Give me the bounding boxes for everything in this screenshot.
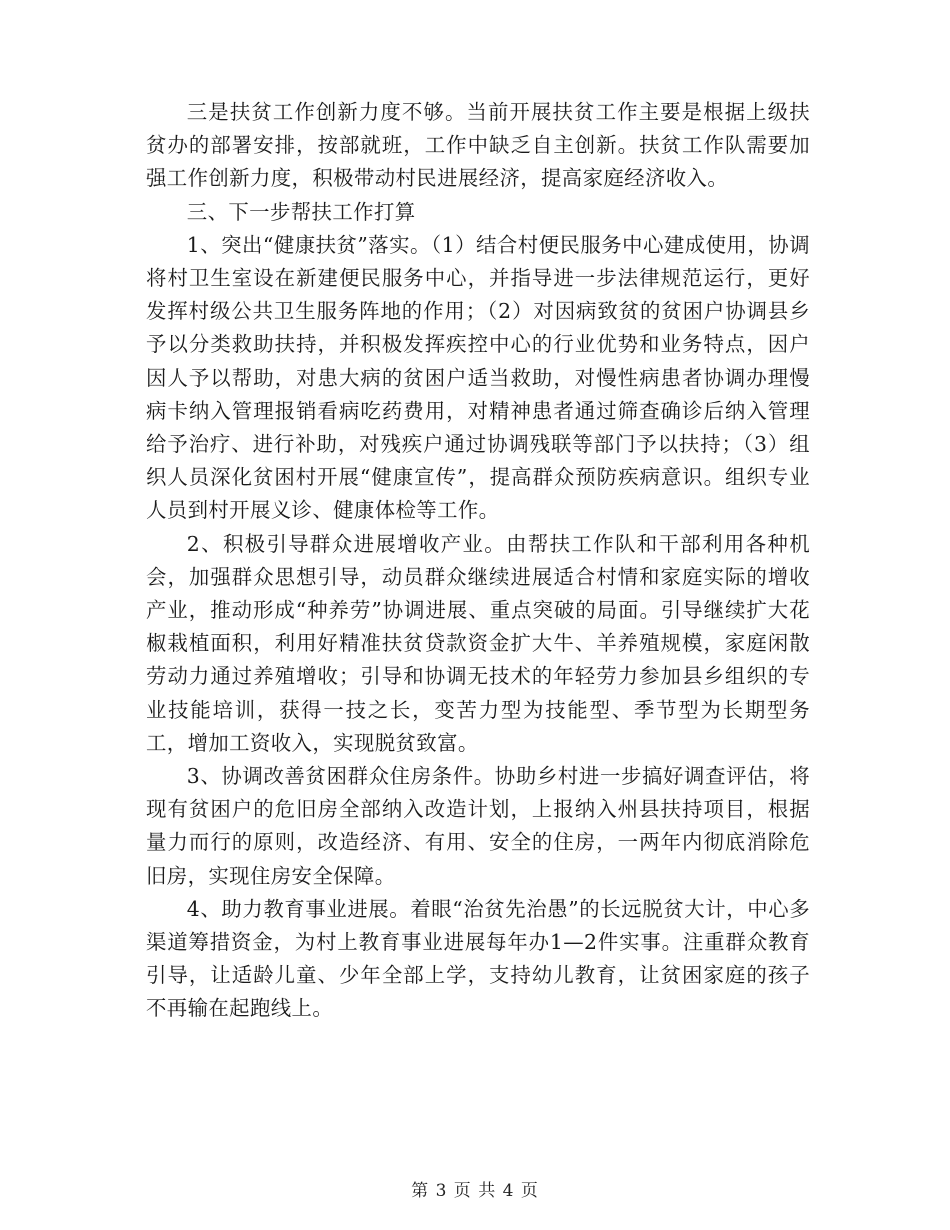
page-number-label: 第 3 页 共 4 页: [411, 1181, 539, 1201]
paragraph-housing: 3、协调改善贫困群众住房条件。协助乡村进一步搞好调查评估，将现有贫困户的危旧房全部纳入改造计划，上报纳入州县扶持项目，根据量力而行的原则，改造经济、有用、安全的住房，一两年内彻底消除危旧房，实现住房安全保障。: [146, 764, 810, 888]
page-footer: [0, 1176, 950, 1201]
paragraph-income-industry: 2、积极引导群众进展增收产业。由帮扶工作队和干部利用各种机会，加强群众思想引导，动员群众继续进展适合村情和家庭实际的增收产业，推动形成“种养劳”协调进展、重点突破的局面。引导继续扩大花椒栽植面积，利用好精准扶贫贷款资金扩大牛、羊养殖规模，家庭闲散劳动力通过养殖增收；引导和协调无技术的年轻劳力参加县乡组织的专业技能培训，获得一技之长，变苦力型为技能型、季节型为长期型务工，增加工资收入，实现脱贫致富。: [146, 531, 810, 755]
section-heading-next-steps: 三、下一步帮扶工作打算: [186, 199, 416, 224]
paragraph-health-poverty: 1、突出“健康扶贫”落实。（1）结合村便民服务中心建成使用，协调将村卫生室设在新建便民服务中心，并指导进一步法律规范运行，更好发挥村级公共卫生服务阵地的作用；（2）对因病致贫的贫困户协调县乡予以分类救助扶持，并积极发挥疾控中心的行业优势和业务特点，因户因人予以帮助，对患大病的贫困户适当救助，对慢性病患者协调办理慢病卡纳入管理报销看病吃药费用，对精神患者通过筛查确诊后纳入管理给予治疗、进行补助，对残疾户通过协调残联等部门予以扶持；（3）组织人员深化贫困村开展“健康宣传”，提高群众预防疾病意识。组织专业人员到村开展义诊、健康体检等工作。: [146, 232, 810, 523]
document-body: [146, 96, 810, 1026]
paragraph-education: 4、助力教育事业进展。着眼“治贫先治愚”的长远脱贫大计，中心多渠道筹措资金，为村上教育事业进展每年办1—2件实事。注重群众教育引导，让适龄儿童、少年全部上学，支持幼儿教育，让贫困家庭的孩子不再输在起跑线上。: [146, 896, 810, 1021]
paragraph-innovation-issue: 三是扶贫工作创新力度不够。当前开展扶贫工作主要是根据上级扶贫办的部署安排，按部就班，工作中缺乏自主创新。扶贫工作队需要加强工作创新力度，积极带动村民进展经济，提高家庭经济收入。: [146, 100, 810, 191]
